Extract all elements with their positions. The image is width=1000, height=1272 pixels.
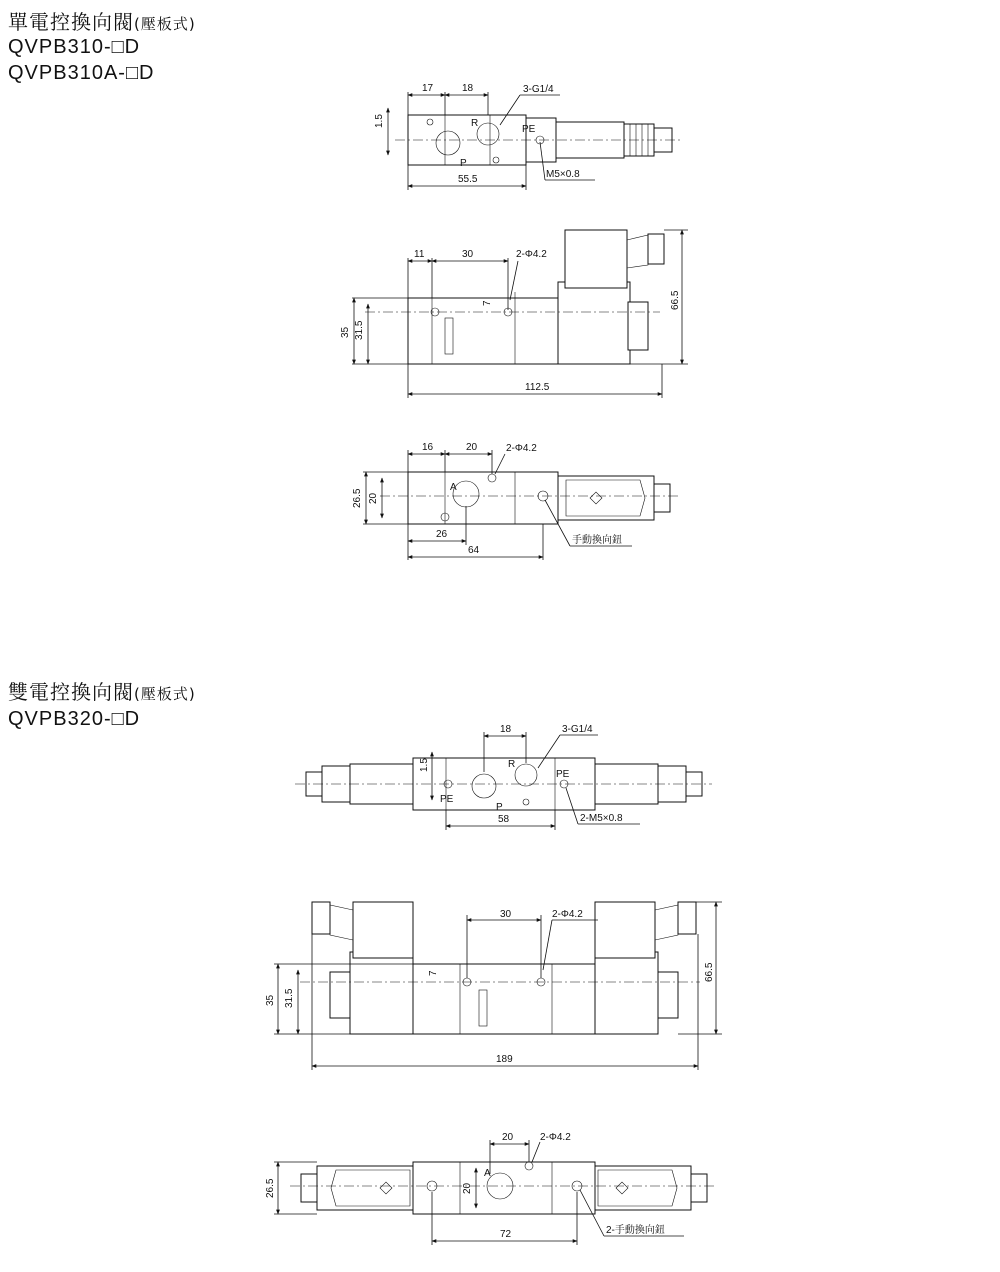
double-bottom-w: 72 [500, 1229, 512, 1240]
single-bottom-d2: 20 [466, 442, 478, 453]
double-top-port: 3-G1/4 [562, 724, 593, 735]
single-model-1: QVPB310-□D [8, 36, 141, 58]
double-label-pe1: PE [440, 794, 454, 805]
double-bottom-d1: 20 [502, 1132, 514, 1143]
double-bottom-h1: 26.5 [265, 1178, 276, 1198]
double-bottom-h2: 20 [462, 1182, 473, 1194]
double-bottom-view [265, 1132, 716, 1245]
double-side-total: 189 [496, 1054, 513, 1065]
double-top-d1: 18 [500, 724, 512, 735]
single-top-view [374, 83, 680, 190]
single-subtitle: (壓板式) [134, 15, 196, 33]
single-bottom-h2: 20 [368, 492, 379, 504]
double-label-r: R [508, 759, 516, 770]
double-top-view [295, 724, 712, 830]
single-top-d1: 17 [422, 83, 434, 94]
single-bottom-w2: 64 [468, 545, 480, 556]
single-side-hole: 2-Φ4.2 [516, 249, 547, 260]
double-subtitle: (壓板式) [134, 685, 196, 703]
single-label-p: P [460, 158, 467, 169]
double-bottom-manual: 2-手動換向鈕 [606, 1225, 665, 1236]
single-bottom-manual: 手動換向鈕 [572, 535, 622, 546]
double-side-view [265, 902, 722, 1070]
single-side-d1: 11 [414, 249, 425, 260]
single-side-view [340, 230, 688, 398]
single-side-total: 112.5 [525, 382, 550, 393]
single-bottom-hole: 2-Φ4.2 [506, 443, 537, 454]
single-bottom-d1: 16 [422, 442, 434, 453]
single-side-h1: 35 [340, 326, 351, 338]
double-side-hole: 2-Φ4.2 [552, 909, 583, 920]
single-side-h2: 31.5 [354, 320, 365, 340]
double-model-1: QVPB320-□D [8, 708, 141, 730]
double-label-pe2: PE [556, 769, 570, 780]
single-top-port: 3-G1/4 [523, 84, 554, 95]
single-model-2: QVPB310A-□D [8, 62, 155, 84]
single-top-d2: 18 [462, 83, 474, 94]
single-bottom-h1: 26.5 [352, 488, 363, 508]
double-side-h2: 31.5 [284, 988, 295, 1008]
double-bottom-hole: 2-Φ4.2 [540, 1132, 571, 1143]
double-top-screw: 2-M5×0.8 [580, 813, 623, 824]
single-bottom-w1: 26 [436, 529, 448, 540]
double-top-len: 58 [498, 814, 510, 825]
double-label-p: P [496, 802, 503, 813]
single-title-text: 單電控換向閥 [8, 10, 134, 34]
single-top-screw: M5×0.8 [546, 169, 580, 180]
single-top-len: 55.5 [458, 174, 478, 185]
single-side-v7: 7 [482, 300, 493, 306]
single-side-d2: 30 [462, 249, 474, 260]
single-bottom-view [352, 442, 680, 560]
single-bottom-label-a: A [450, 482, 457, 493]
single-side-height: 66.5 [670, 290, 681, 310]
single-label-pe: PE [522, 124, 536, 135]
double-title-text: 雙電控換向閥 [8, 680, 134, 704]
double-side-height: 66.5 [704, 962, 715, 982]
single-top-h: 1.5 [374, 114, 385, 128]
double-side-h1: 35 [265, 994, 276, 1006]
double-side-d1: 30 [500, 909, 512, 920]
double-top-h: 1.5 [419, 758, 430, 772]
double-side-v7: 7 [428, 970, 439, 976]
single-label-r: R [471, 118, 479, 129]
double-bottom-label-a: A [484, 1168, 491, 1179]
